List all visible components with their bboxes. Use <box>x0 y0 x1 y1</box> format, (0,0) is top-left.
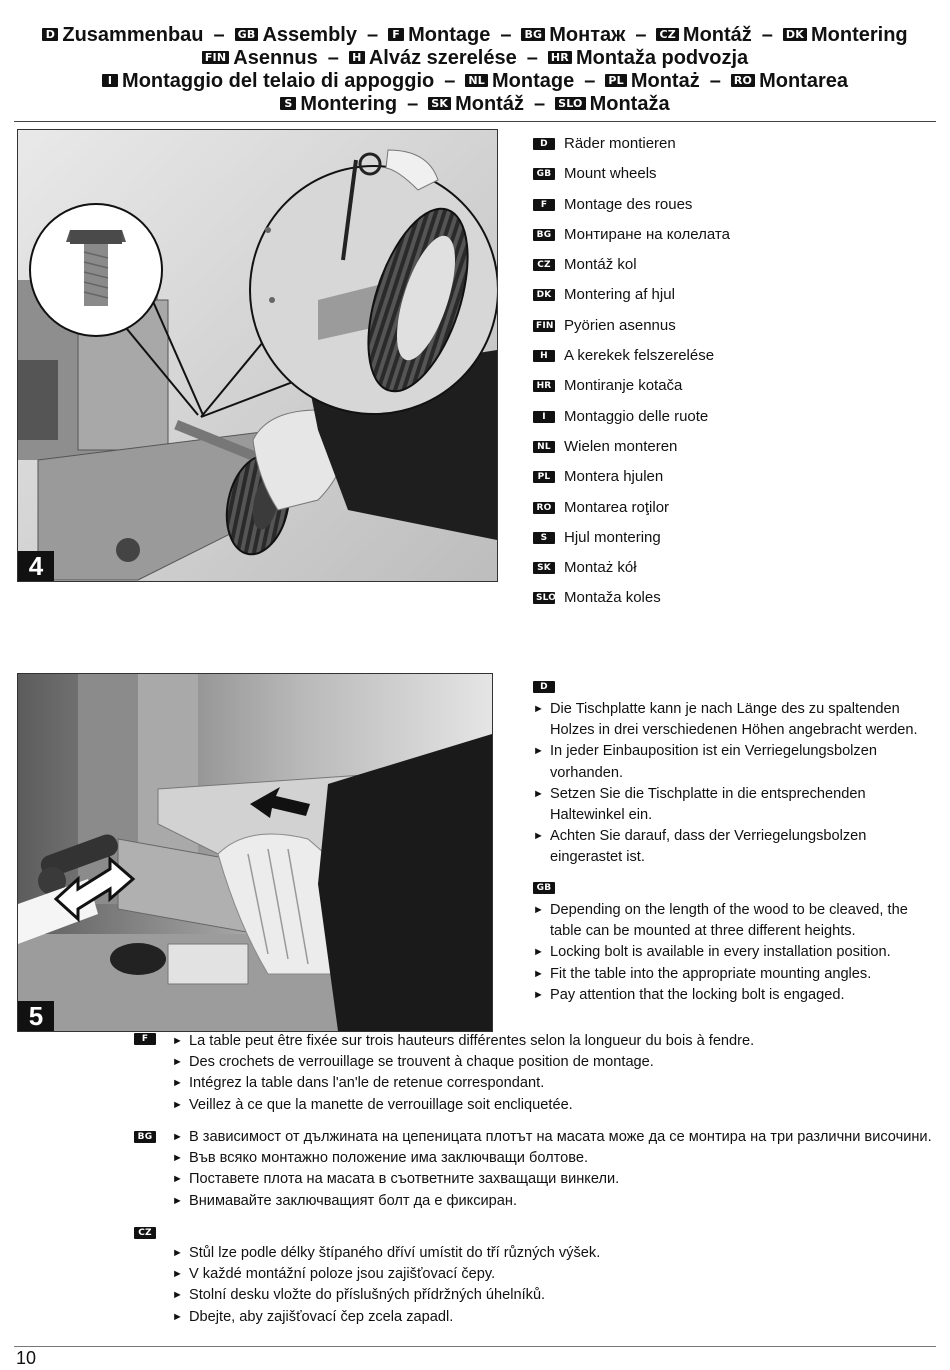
instruction-text: V každé montážní poloze jsou zajišťovací čepy. <box>189 1266 496 1283</box>
header-title-item <box>656 24 751 46</box>
instruction-text: Pay attention that the locking bolt is engaged. <box>550 986 845 1003</box>
instruction-list <box>172 1031 936 1116</box>
header-title-item <box>605 70 699 92</box>
header-title-item <box>731 70 848 92</box>
wheel-instruction-item <box>533 134 933 164</box>
wheel-instruction-text: Montera hjulen <box>564 468 664 486</box>
language-badge: FIN <box>533 320 555 332</box>
instruction-text: Dbejte, aby zajišťovací čep zcela zapadl. <box>189 1308 454 1325</box>
header-title-item <box>428 93 524 115</box>
language-badge: BG <box>521 28 545 41</box>
bullet-arrow-icon: ► <box>533 830 544 843</box>
language-badge: D <box>533 681 555 693</box>
header-separator: – <box>584 70 596 92</box>
instruction-text: Intégrez la table dans l'an'le de retenue correspondant. <box>189 1075 545 1092</box>
instruction-text: Achten Sie darauf, dass der Verriegelungsbolzen eingerastet ist. <box>550 828 867 866</box>
instruction-item <box>172 1285 936 1306</box>
language-badge: NL <box>465 74 488 87</box>
instruction-item <box>172 1031 936 1052</box>
wheel-instruction-item <box>533 528 933 558</box>
wheel-instruction-text: Montering af hjul <box>564 286 675 304</box>
instruction-text: Locking bolt is available in every installation position. <box>550 944 891 961</box>
header-divider <box>14 121 936 122</box>
wheel-instruction-text: Wielen monteren <box>564 437 678 455</box>
wheel-instruction-text: Pyörien asennus <box>564 316 676 334</box>
header-separator: – <box>635 24 647 46</box>
wheel-instruction-item <box>533 437 933 467</box>
instruction-item <box>533 741 928 783</box>
language-badge: GB <box>533 168 555 180</box>
wheel-instruction-item <box>533 346 933 376</box>
header-title-item <box>783 24 908 46</box>
instruction-list <box>533 900 928 1006</box>
instruction-text: Fit the table into the appropriate mounting angles. <box>550 965 872 982</box>
header-title-item <box>548 47 748 69</box>
header-title-item <box>202 47 318 69</box>
instruction-text: Stůl lze podle délky štípaného dříví umístit do tří různých výšek. <box>189 1245 601 1261</box>
header-title-text: Montage <box>491 70 575 92</box>
language-badge: CZ <box>533 259 555 271</box>
header-title-text: Assembly <box>262 24 357 46</box>
instructions-fr <box>134 1031 936 1116</box>
header-separator: – <box>213 24 225 46</box>
instruction-text: Stolní desku vložte do příslušných přídržných úhelníků. <box>189 1287 546 1304</box>
bullet-arrow-icon: ► <box>533 703 544 715</box>
figure-number: 5 <box>18 1001 54 1031</box>
instruction-text: Setzen Sie die Tischplatte in die entsprechenden Haltewinkel ein. <box>550 785 866 824</box>
bullet-arrow-icon: ► <box>533 745 544 758</box>
instructions-de <box>533 678 928 869</box>
language-badge: CZ <box>656 28 678 41</box>
language-badge: BG <box>134 1131 156 1143</box>
instruction-text: Veillez à ce que la manette de verrouillage soit encliquetée. <box>189 1096 573 1113</box>
instruction-item <box>172 1169 936 1190</box>
language-badge: DK <box>783 28 807 41</box>
wheel-mounting-illustration <box>18 130 497 581</box>
language-badge: CZ <box>134 1227 156 1239</box>
instruction-text: Поставете плота на масата в съответните захващащи винкели. <box>189 1171 620 1188</box>
bullet-arrow-icon: ► <box>172 1247 183 1259</box>
language-badge: S <box>280 97 296 110</box>
language-badge: NL <box>533 441 555 453</box>
instruction-item <box>172 1191 936 1212</box>
language-badge: RO <box>533 502 555 514</box>
wheel-instruction-text: Montaż kół <box>564 559 637 577</box>
wheel-instruction-text: Montage des roues <box>564 195 693 213</box>
language-badge: GB <box>533 882 555 894</box>
wheel-instruction-item <box>533 558 933 588</box>
header-separator: – <box>327 47 339 69</box>
table-mounting-illustration <box>18 674 492 1031</box>
instruction-text: Във всяко монтажно положение има заключващи болтове. <box>189 1150 589 1167</box>
wheel-instruction-text: Montarea roţilor <box>564 498 670 516</box>
bullet-arrow-icon: ► <box>172 1173 183 1186</box>
header-title-item <box>102 70 434 92</box>
bullet-arrow-icon: ► <box>172 1035 183 1047</box>
bullet-arrow-icon: ► <box>172 1310 183 1323</box>
header-title-text: Montáž <box>455 93 524 115</box>
wheel-instruction-text: A kerekek felszerelése <box>564 347 715 365</box>
instruction-list <box>533 699 928 869</box>
wheel-instruction-text: Montáž kol <box>564 256 637 274</box>
instruction-text: La table peut être fixée sur trois hauteurs différentes selon la longueur du bois à fendre. <box>189 1033 755 1049</box>
instruction-item <box>533 900 928 942</box>
language-badge: RO <box>731 74 755 87</box>
header-separator: – <box>366 24 379 46</box>
bullet-arrow-icon: ► <box>172 1289 183 1302</box>
wheel-instruction-item <box>533 255 933 285</box>
header-line <box>14 70 936 93</box>
bullet-arrow-icon: ► <box>172 1152 183 1165</box>
header-line <box>14 47 936 70</box>
language-badge: HR <box>548 51 572 64</box>
language-badge: D <box>42 28 58 41</box>
figure-5-table-mounting <box>17 673 493 1032</box>
language-badge: SLO <box>533 592 555 604</box>
language-badge: S <box>533 532 555 544</box>
instruction-item <box>172 1052 936 1073</box>
instruction-text: Des crochets de verrouillage se trouvent à chaque position de montage. <box>189 1054 654 1071</box>
bullet-arrow-icon: ► <box>172 1194 183 1207</box>
wheel-instruction-item <box>533 225 933 255</box>
instruction-item <box>533 942 928 963</box>
language-badge: PL <box>605 74 626 87</box>
language-badge: GB <box>235 28 259 41</box>
bullet-arrow-icon: ► <box>172 1077 183 1090</box>
language-badge: F <box>134 1033 156 1045</box>
instruction-item <box>533 964 928 985</box>
language-badge: SK <box>428 97 451 110</box>
instruction-item <box>533 699 928 741</box>
header-separator: – <box>500 24 512 46</box>
figure-4-wheel-mounting <box>17 129 498 582</box>
bullet-arrow-icon: ► <box>533 988 544 1001</box>
instruction-text: Внимавайте заключващият болт да е фиксиран. <box>189 1192 518 1209</box>
instruction-item <box>172 1095 936 1116</box>
language-badge: SLO <box>555 97 586 110</box>
instruction-text: В зависимост от дължината на цепеницата плотът на масата може да се монтира на три различни височини. <box>189 1129 932 1145</box>
wheel-instruction-item <box>533 498 933 528</box>
instruction-list <box>172 1243 936 1328</box>
instruction-text: Die Tischplatte kann je nach Länge des zu spaltenden Holzes in drei verschiedenen Höhen angebracht werden. <box>550 701 918 739</box>
instructions-cz <box>134 1223 936 1328</box>
header-title-item <box>521 24 625 46</box>
wheel-instruction-item <box>533 588 933 618</box>
wheel-instruction-item <box>533 285 933 315</box>
wheel-instruction-text: Montaža koles <box>564 589 661 607</box>
header-title-text: Alváz szerelése <box>368 47 517 69</box>
bullet-arrow-icon: ► <box>533 946 544 959</box>
header-title-item <box>349 47 517 69</box>
instruction-item <box>172 1307 936 1328</box>
header-title-text: Montaža podvozja <box>575 47 749 69</box>
header-title-text: Montaggio del telaio di appoggio <box>122 70 435 92</box>
language-badge: H <box>533 350 555 362</box>
wheel-instructions-list <box>533 134 933 619</box>
wheel-instruction-item <box>533 376 933 406</box>
instructions-bg <box>134 1127 936 1212</box>
instruction-text: Depending on the length of the wood to be cleaved, the table can be mounted at three different heights. <box>550 902 908 940</box>
header-title-item <box>280 93 397 115</box>
header-title-text: Asennus <box>233 47 318 69</box>
language-badge: I <box>533 411 555 423</box>
language-badge: D <box>533 138 555 150</box>
wheel-instruction-text: Montaggio delle ruote <box>564 407 709 425</box>
header-title-item <box>235 24 357 46</box>
header-title-item <box>555 93 670 115</box>
instruction-item <box>172 1127 936 1148</box>
page-header <box>14 24 936 116</box>
language-badge: F <box>533 199 555 211</box>
instruction-item <box>172 1073 936 1094</box>
language-badge: DK <box>533 289 555 301</box>
wheel-instruction-item <box>533 195 933 225</box>
wheel-instruction-item <box>533 164 933 194</box>
instruction-list <box>172 1127 936 1212</box>
header-separator: – <box>709 70 721 92</box>
header-separator: – <box>526 47 538 69</box>
header-line <box>14 24 936 47</box>
header-title-text: Montage <box>408 24 491 46</box>
wheel-instruction-text: Mount wheels <box>564 165 657 183</box>
language-badge: FIN <box>202 51 229 64</box>
bullet-arrow-icon: ► <box>533 787 544 800</box>
header-line <box>14 93 936 116</box>
instruction-item <box>533 985 928 1006</box>
footer-divider <box>14 1346 936 1347</box>
wheel-instruction-item <box>533 467 933 497</box>
instruction-item <box>533 784 928 826</box>
wheel-instruction-item <box>533 407 933 437</box>
instruction-item <box>172 1243 936 1264</box>
instruction-item <box>172 1148 936 1169</box>
bullet-arrow-icon: ► <box>533 967 544 980</box>
wheel-instruction-text: Montiranje kotača <box>564 377 683 395</box>
header-title-text: Zusammenbau <box>62 24 204 46</box>
header-title-text: Монтаж <box>549 24 626 46</box>
page-number: 10 <box>16 1348 37 1368</box>
language-badge: BG <box>533 229 555 241</box>
language-badge: F <box>388 28 404 41</box>
wheel-instruction-text: Räder montieren <box>564 135 676 152</box>
figure-number: 4 <box>18 551 54 581</box>
header-title-item <box>388 24 490 46</box>
header-title-text: Montering <box>810 24 908 46</box>
language-badge: SK <box>533 562 555 574</box>
header-title-text: Montáž <box>682 24 752 46</box>
header-separator: – <box>407 93 419 115</box>
language-badge: HR <box>533 380 555 392</box>
header-title-text: Montaža <box>589 93 670 115</box>
header-title-text: Montering <box>300 93 398 115</box>
header-separator: – <box>761 24 773 46</box>
header-title-item <box>42 24 203 46</box>
header-separator: – <box>444 70 456 92</box>
wheel-instruction-item <box>533 316 933 346</box>
bullet-arrow-icon: ► <box>172 1131 183 1143</box>
instruction-text: In jeder Einbauposition ist ein Verriegelungsbolzen vorhanden. <box>550 743 877 781</box>
wheel-instruction-text: Монтиране на колелата <box>564 225 730 243</box>
bullet-arrow-icon: ► <box>533 904 544 916</box>
bullet-arrow-icon: ► <box>172 1098 183 1111</box>
language-badge: PL <box>533 471 555 483</box>
bullet-arrow-icon: ► <box>172 1056 183 1069</box>
language-badge: I <box>102 74 118 87</box>
language-badge: H <box>349 51 365 64</box>
header-separator: – <box>533 93 546 115</box>
header-title-text: Montaż <box>630 70 700 92</box>
header-title-text: Montarea <box>759 70 848 92</box>
instructions-en <box>533 879 928 1006</box>
instruction-item <box>172 1264 936 1285</box>
bullet-arrow-icon: ► <box>172 1268 183 1281</box>
header-title-item <box>465 70 574 92</box>
wheel-instruction-text: Hjul montering <box>564 528 661 546</box>
instruction-item <box>533 826 928 868</box>
